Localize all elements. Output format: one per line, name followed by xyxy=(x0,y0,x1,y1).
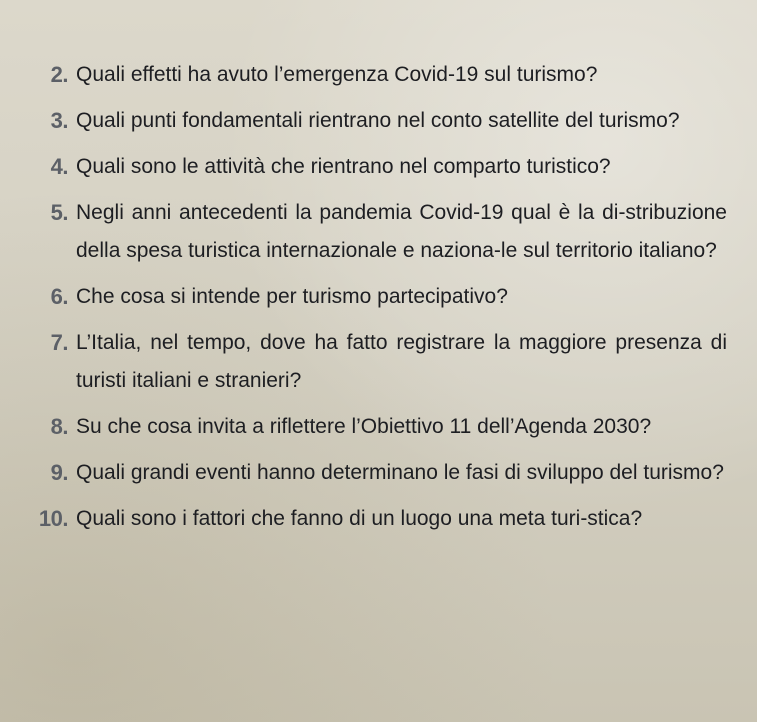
question-text: Quali grandi eventi hanno determinano le fasi di sviluppo del turismo? xyxy=(76,461,724,484)
question-number: 8. xyxy=(50,414,68,439)
question-number: 7. xyxy=(50,330,68,355)
question-text: Su che cosa invita a riflettere l’Obiettivo 11 dell’Agenda 2030? xyxy=(76,415,652,438)
question-item xyxy=(28,102,727,140)
question-item xyxy=(28,500,727,538)
question-text: Quali sono i fattori che fanno di un luogo una meta turi-stica? xyxy=(76,507,643,530)
question-item xyxy=(28,408,727,446)
question-number: 2. xyxy=(50,62,68,87)
question-item xyxy=(28,56,727,94)
question-number: 4. xyxy=(50,154,68,179)
question-number: 10. xyxy=(38,506,68,531)
question-number: 6. xyxy=(50,284,68,309)
question-number: 3. xyxy=(50,108,68,133)
question-item xyxy=(28,454,727,492)
question-text: Negli anni antecedenti la pandemia Covid-19 qual è la di-stribuzione della spesa turistica internazionale e naziona-le sul territorio italiano? xyxy=(76,201,727,262)
question-text: L’Italia, nel tempo, dove ha fatto registrare la maggiore presenza di turisti italiani e stranieri? xyxy=(76,331,727,392)
question-number: 9. xyxy=(50,460,68,485)
question-text: Che cosa si intende per turismo partecipativo? xyxy=(76,285,508,308)
question-number: 5. xyxy=(50,200,68,225)
question-item xyxy=(28,148,727,186)
question-item xyxy=(28,194,727,270)
question-item xyxy=(28,278,727,316)
question-text: Quali sono le attività che rientrano nel comparto turistico? xyxy=(76,155,611,178)
question-item xyxy=(28,324,727,400)
question-text: Quali punti fondamentali rientrano nel conto satellite del turismo? xyxy=(76,109,680,132)
question-text: Quali effetti ha avuto l’emergenza Covid-19 sul turismo? xyxy=(76,63,598,86)
